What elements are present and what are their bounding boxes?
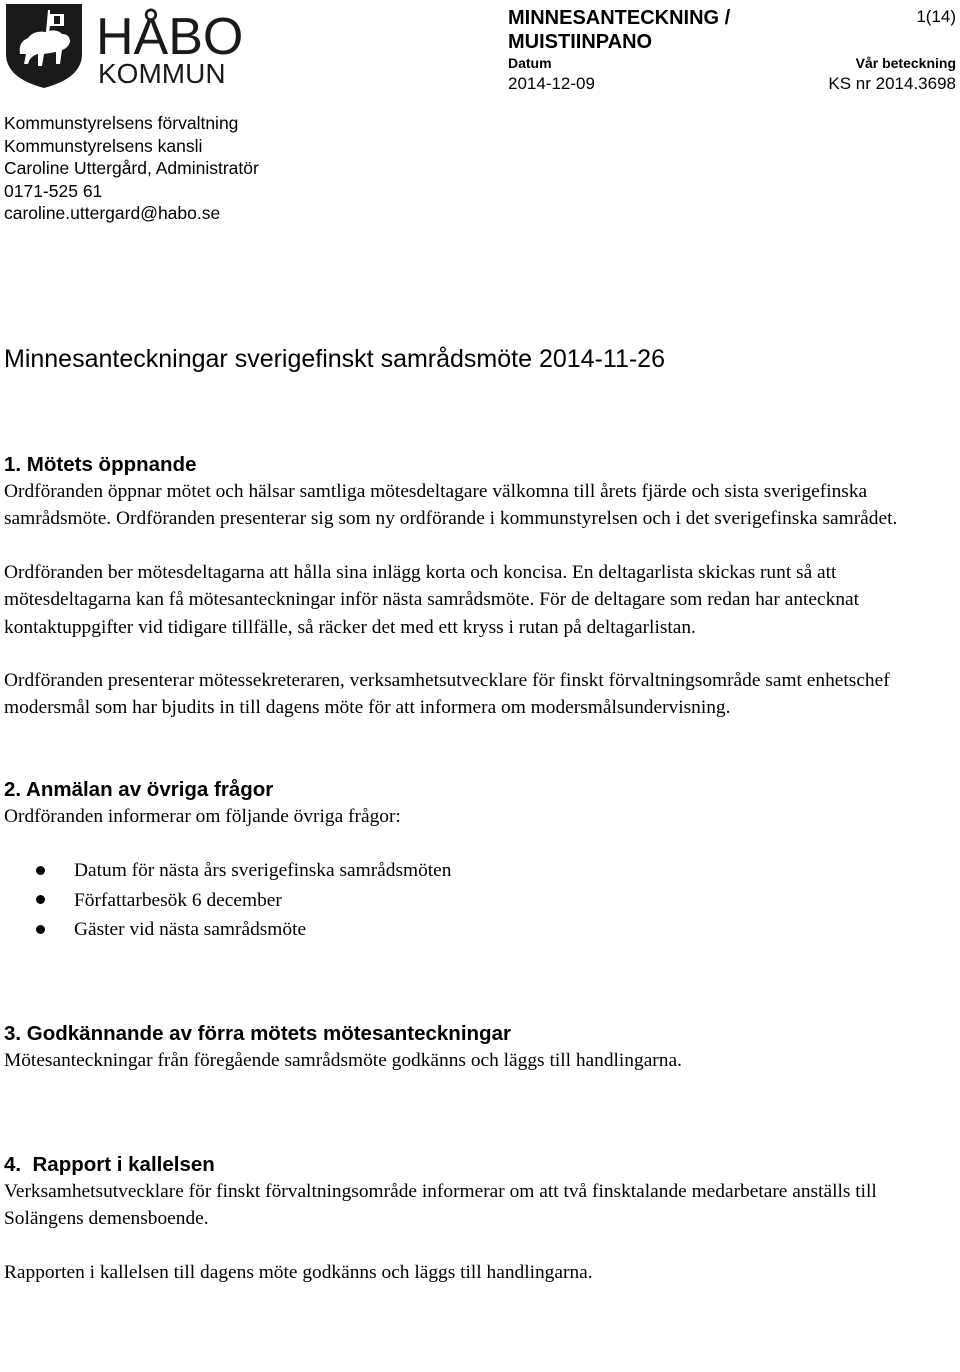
- sender-line: Kommunstyrelsens förvaltning: [4, 113, 239, 133]
- paragraph: Ordföranden presenterar mötessekreteraren, verksamhetsutvecklare för finskt förvaltningsområde samt enhetschef modersmål som har bjudits in till dagens möte för att informera om modersmålsundervisning.: [4, 670, 890, 719]
- date-value: 2014-12-09: [508, 74, 595, 93]
- section-heading: 3. Godkännande av förra mötets mötesanteckningar: [4, 1022, 511, 1046]
- bullet-icon: [36, 895, 45, 904]
- bullet-icon: [36, 925, 45, 934]
- list-item: Gäster vid nästa samrådsmöte: [4, 915, 944, 944]
- reference-label: Vår beteckning: [855, 55, 956, 71]
- paragraph: Rapporten i kallelsen till dagens möte godkänns och läggs till handlingarna.: [4, 1261, 593, 1283]
- paragraph: Ordföranden öppnar mötet och hälsar samtliga mötesdeltagare välkomna till årets fjärde och sista sverigefinska samrådsmöte. Ordföranden presenterar sig som ny ordförande i kommunstyrelsen och i det sverigefinska samrådet.: [4, 481, 898, 530]
- document-type: MINNESANTECKNING / MUISTIINPANO: [508, 7, 731, 53]
- paragraph: Verksamhetsutvecklare för finskt förvaltningsområde informerar om att två finsktalande medarbetare anställs till Solängens demensboende.: [4, 1180, 877, 1230]
- coat-of-arms-lamb-icon: [4, 2, 244, 88]
- sender-line: Kommunstyrelsens kansli: [4, 135, 203, 156]
- bullet-list: [4, 856, 944, 944]
- document-body: [4, 451, 944, 1286]
- habo-kommun-logo: [4, 2, 244, 88]
- paragraph: Ordföranden informerar om följande övriga frågor:: [4, 805, 401, 827]
- sender-line: 0171-525 61: [4, 180, 103, 201]
- section-3: [4, 1020, 944, 1074]
- date-label: Datum: [508, 55, 552, 71]
- section-2: [4, 776, 944, 945]
- list-item: Författarbesök 6 december: [4, 886, 944, 915]
- page-number: 1(14): [916, 7, 956, 26]
- section-heading: 1. Mötets öppnande: [4, 453, 197, 476]
- document-title: Minnesanteckningar sverigefinskt samrådsmöte 2014-11-26: [4, 345, 665, 373]
- paragraph: Ordföranden ber mötesdeltagarna att hålla sina inlägg korta och koncisa. En deltagarlista skickas runt så att mötesdeltagarna kan få mötesanteckningar inför nästa samrådsmöte. För de deltagare som redan har antecknat kontaktuppgifter vid tidigare tillfälle, så räcker det med ett kryss i rutan på deltagarlistan.: [4, 561, 860, 638]
- bullet-icon: [36, 866, 45, 875]
- sender-line: Caroline Uttergård, Administratör: [4, 158, 259, 178]
- paragraph: Mötesanteckningar från föregående samrådsmöte godkänns och läggs till handlingarna.: [4, 1050, 682, 1072]
- svg-text:HÅBO: HÅBO: [96, 8, 244, 66]
- section-4: [4, 1151, 944, 1286]
- section-heading: 4. Rapport i kallelsen: [4, 1152, 215, 1176]
- section-1: [4, 451, 944, 722]
- reference-value: KS nr 2014.3698: [828, 74, 956, 93]
- sender-email: caroline.uttergard@habo.se: [4, 203, 221, 223]
- section-heading: 2. Anmälan av övriga frågor: [4, 777, 274, 801]
- list-item: Datum för nästa års sverigefinska samrådsmöten: [4, 856, 944, 885]
- svg-text:KOMMUN: KOMMUN: [98, 58, 226, 88]
- sender-block: [4, 112, 259, 225]
